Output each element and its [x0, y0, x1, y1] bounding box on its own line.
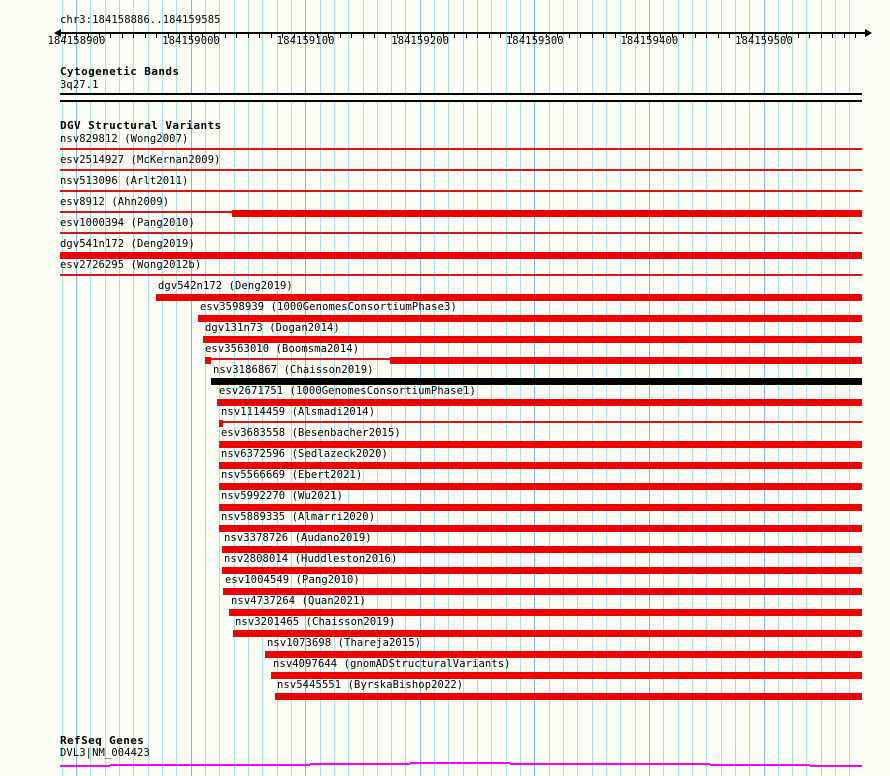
ruler-tick-minor — [821, 32, 822, 38]
variant-label[interactable]: dgv542n172 (Deng2019) — [158, 280, 293, 292]
variant-label[interactable]: dgv541n172 (Deng2019) — [60, 238, 195, 250]
variant-row — [0, 553, 890, 574]
variant-label[interactable]: nsv5992270 (Wu2021) — [221, 490, 344, 502]
variant-label[interactable]: nsv6372596 (Sedlazeck2020) — [221, 448, 388, 460]
variant-bar[interactable] — [223, 588, 862, 595]
ruler-tick-minor — [683, 32, 684, 38]
variant-line[interactable] — [60, 169, 862, 171]
gene-line-segment[interactable] — [210, 764, 310, 766]
ruler-tick-minor — [500, 32, 501, 38]
variant-label[interactable]: nsv4737264 (Quan2021) — [231, 595, 366, 607]
variant-bar[interactable] — [271, 672, 862, 679]
gene-label[interactable]: DVL3|NM_004423 — [60, 747, 150, 759]
variant-label[interactable]: nsv3378726 (Audano2019) — [224, 532, 372, 544]
ruler-arrow-right-icon — [865, 29, 872, 37]
ruler-tick-label: 184159300 — [505, 35, 564, 47]
variant-label[interactable]: esv3563010 (Boomsma2014) — [205, 343, 360, 355]
cytoband-bar — [60, 93, 862, 102]
variant-row — [0, 301, 890, 322]
variant-row — [0, 343, 890, 364]
gene-line-segment[interactable] — [60, 765, 110, 767]
variant-row — [0, 154, 890, 175]
variant-bar[interactable] — [390, 357, 862, 364]
ruler-tick-minor — [466, 32, 467, 38]
ruler-tick-label: 184158900 — [47, 35, 106, 47]
variant-line[interactable] — [60, 274, 862, 276]
ruler-tick-label: 184159200 — [391, 35, 450, 47]
variant-row — [0, 217, 890, 238]
variant-row — [0, 658, 890, 679]
ruler-tick-minor — [592, 32, 593, 38]
variant-line[interactable] — [60, 190, 862, 192]
track-title-dgv-structural-variants: DGV Structural Variants — [60, 119, 222, 132]
ruler-tick-minor — [615, 32, 616, 38]
variant-label[interactable]: nsv5445551 (ByrskaBishop2022) — [277, 679, 464, 691]
variant-row — [0, 574, 890, 595]
variant-bar[interactable] — [219, 525, 862, 532]
gene-line-segment[interactable] — [110, 764, 210, 766]
variant-label[interactable]: nsv5889335 (Almarri2020) — [221, 511, 376, 523]
variant-label[interactable]: esv1004549 (Pang2010) — [225, 574, 360, 586]
ruler-tick-minor — [729, 32, 730, 38]
variant-row — [0, 679, 890, 700]
ruler-tick-minor — [855, 32, 856, 38]
ruler-tick-minor — [695, 32, 696, 38]
variant-label[interactable]: nsv829812 (Wong2007) — [60, 133, 189, 145]
variant-row — [0, 511, 890, 532]
variant-label[interactable]: nsv2808014 (Huddleston2016) — [224, 553, 398, 565]
ruler-tick-minor — [706, 32, 707, 38]
variant-row — [0, 259, 890, 280]
ruler-tick-minor — [477, 32, 478, 38]
ruler-tick-minor — [236, 32, 237, 38]
ruler-tick-minor — [133, 32, 134, 38]
gene-line-segment[interactable] — [710, 764, 810, 766]
variant-bar[interactable] — [229, 609, 862, 616]
region-header: chr3:184158886..184159585 — [60, 14, 221, 26]
ruler-tick-minor — [798, 32, 799, 38]
track-title-refseq-genes: RefSeq Genes — [60, 734, 145, 747]
variant-row — [0, 385, 890, 406]
variant-bar[interactable] — [217, 399, 862, 406]
variant-label[interactable]: dgv131n73 (Dogan2014) — [205, 322, 340, 334]
variant-row — [0, 595, 890, 616]
gene-line-segment[interactable] — [310, 763, 410, 765]
variant-bar[interactable] — [222, 567, 862, 574]
variant-row — [0, 364, 890, 385]
variant-bar[interactable] — [211, 378, 862, 385]
ruler-tick-minor — [489, 32, 490, 38]
variant-label[interactable]: nsv4097644 (gnomADStructuralVariants) — [273, 658, 511, 670]
ruler-tick-minor — [385, 32, 386, 38]
ruler-tick-label: 184159400 — [620, 35, 679, 47]
variant-bar[interactable] — [219, 483, 862, 490]
variant-row — [0, 616, 890, 637]
variant-bar[interactable] — [275, 693, 862, 700]
variant-row — [0, 322, 890, 343]
variant-row — [0, 406, 890, 427]
cytoband-label: 3q27.1 — [60, 79, 99, 91]
variant-bar[interactable] — [219, 504, 862, 511]
variant-bar[interactable] — [232, 210, 862, 217]
variant-bar[interactable] — [233, 630, 862, 637]
ruler-tick-minor — [248, 32, 249, 38]
variant-bar[interactable] — [198, 315, 862, 322]
ruler-tick-minor — [259, 32, 260, 38]
variant-row — [0, 280, 890, 301]
variant-bar[interactable] — [60, 252, 862, 259]
gene-line-segment[interactable] — [510, 763, 610, 765]
variant-label[interactable]: esv3598939 (1000GenomesConsortiumPhase3) — [200, 301, 457, 313]
ruler-tick-label: 184159000 — [162, 35, 220, 47]
variant-row — [0, 133, 890, 154]
ruler-tick-minor — [145, 32, 146, 38]
gene-line-segment[interactable] — [410, 762, 510, 764]
ruler-tick-minor — [122, 32, 123, 38]
variant-bar[interactable] — [203, 336, 862, 343]
variant-label[interactable]: nsv1073698 (Thareja2015) — [267, 637, 422, 649]
variant-row — [0, 490, 890, 511]
gene-line-segment[interactable] — [610, 763, 710, 765]
ruler-tick-minor — [351, 32, 352, 38]
ruler-tick-minor — [271, 32, 272, 38]
variant-bar[interactable] — [219, 441, 862, 448]
variant-label[interactable]: nsv3186867 (Chaisson2019) — [213, 364, 374, 376]
variant-bar[interactable] — [156, 294, 862, 301]
variant-row — [0, 238, 890, 259]
ruler-tick-minor — [809, 32, 810, 38]
variant-label[interactable]: esv2726295 (Wong2012b) — [60, 259, 202, 271]
ruler-baseline — [60, 32, 866, 34]
ruler-tick-minor — [454, 32, 455, 38]
variant-row — [0, 637, 890, 658]
ruler-tick-minor — [569, 32, 570, 38]
variant-row — [0, 427, 890, 448]
variant-line[interactable] — [60, 232, 862, 234]
ruler-tick-minor — [603, 32, 604, 38]
ruler-tick-minor — [363, 32, 364, 38]
ruler-tick-minor — [225, 32, 226, 38]
ruler-tick-minor — [340, 32, 341, 38]
variant-label[interactable]: nsv513096 (Arlt2011) — [60, 175, 189, 187]
variant-line[interactable] — [211, 358, 390, 360]
ruler-tick-label: 184159500 — [735, 35, 793, 47]
variant-bar[interactable] — [265, 651, 862, 658]
ruler-tick-minor — [156, 32, 157, 38]
variant-label[interactable]: nsv3201465 (Chaisson2019) — [235, 616, 396, 628]
ruler-tick-minor — [374, 32, 375, 38]
variant-row — [0, 469, 890, 490]
variant-label[interactable]: esv1000394 (Pang2010) — [60, 217, 195, 229]
variant-label[interactable]: esv3683558 (Besenbacher2015) — [221, 427, 401, 439]
variant-label[interactable]: nsv5566669 (Ebert2021) — [221, 469, 363, 481]
track-title-cytogenetic-bands: Cytogenetic Bands — [60, 65, 180, 78]
variant-row — [0, 175, 890, 196]
ruler-tick-label: 184159100 — [276, 35, 335, 47]
variant-row — [0, 532, 890, 553]
ruler-tick-minor — [832, 32, 833, 38]
gene-line-segment[interactable] — [810, 765, 862, 767]
variant-label[interactable]: esv2514927 (McKernan2009) — [60, 154, 221, 166]
variant-line[interactable] — [223, 421, 862, 423]
variant-line[interactable] — [60, 211, 232, 213]
ruler-tick-minor — [844, 32, 845, 38]
variant-bar[interactable] — [219, 462, 862, 469]
variant-label[interactable]: nsv1114459 (Alsmadi2014) — [221, 406, 376, 418]
variant-row — [0, 196, 890, 217]
variant-bar[interactable] — [222, 546, 862, 553]
variant-label[interactable]: esv8912 (Ahn2009) — [60, 196, 170, 208]
ruler-tick-minor — [110, 32, 111, 38]
variant-row — [0, 448, 890, 469]
ruler-tick-minor — [580, 32, 581, 38]
ruler-tick-minor — [718, 32, 719, 38]
variant-line[interactable] — [60, 148, 862, 150]
variant-label[interactable]: esv2671751 (1000GenomesConsortiumPhase1) — [219, 385, 476, 397]
